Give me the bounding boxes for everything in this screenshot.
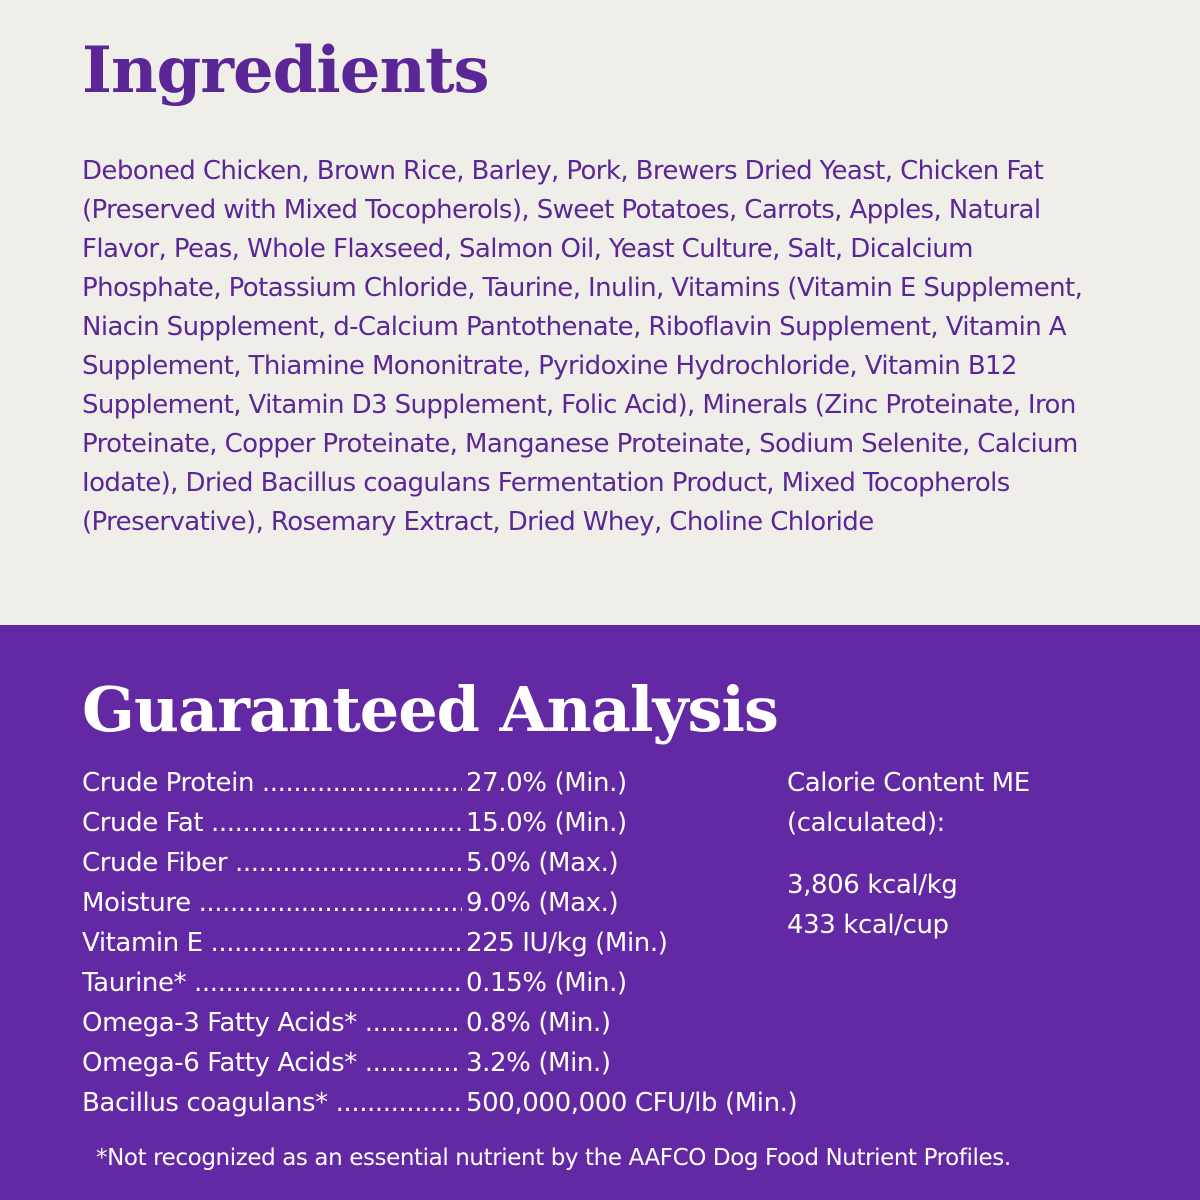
nutrient-table [82,763,797,1123]
nutrient-value: 0.8% (Min.) [466,1008,611,1038]
nutrient-value: 15.0% (Min.) [466,808,627,838]
nutrient-value: 0.15% (Min.) [466,968,627,998]
nutrient-name: Crude Fat ..... [82,803,462,843]
nutrient-value: 5.0% (Max.) [466,848,619,878]
aafco-footnote: *Not recognized as an essential nutrient by the AAFCO Dog Food Nutrient Profiles. [96,1145,1011,1171]
nutrient-row [82,1003,797,1043]
calorie-per-kg: 3,806 kcal/kg [787,870,958,900]
nutrient-row [82,763,797,803]
calorie-label-note: (calculated): [787,808,945,838]
nutrient-name: Omega-6 Fatty Acids* ..... [82,1043,462,1083]
nutrient-row [82,1043,797,1083]
nutrient-name: Taurine* ..... [82,963,462,1003]
analysis-body [82,763,1118,1123]
nutrient-value: 9.0% (Max.) [466,888,619,918]
nutrient-row [82,843,797,883]
nutrient-value: 225 IU/kg (Min.) [466,928,668,958]
nutrient-name: Moisture ..... [82,883,462,923]
guaranteed-analysis-panel [0,625,1200,1200]
calorie-values [787,865,1030,945]
nutrient-value: 27.0% (Min.) [466,768,627,798]
ingredients-title: Ingredients [82,33,489,108]
nutrient-row [82,803,797,843]
calorie-per-cup: 433 kcal/cup [787,910,949,940]
ingredients-list: Deboned Chicken, Brown Rice, Barley, Pork, Brewers Dried Yeast, Chicken Fat (Preserved with Mixed Tocopherols), Sweet Potatoes, Carrots, Apples, Natural Flavor, Peas, Whole Flaxseed, Salmon Oil, Yeast Culture, Salt, Dicalcium Phosphate, Potassium Chloride, Taurine, Inulin, Vitamins (Vitamin E Supplement, Niacin Supplement, d-Calcium Pantothenate, Riboflavin Supplement, Vitamin A Supplement, Thiamine Mononitrate, Pyridoxine Hydrochloride, Vitamin B12 Supplement, Vitamin D3 Supplement, Folic Acid), Minerals (Zinc Proteinate, Iron Proteinate, Copper Proteinate, Manganese Proteinate, Sodium Selenite, Calcium Iodate), Dried Bacillus coagulans Fermentation Product, Mixed Tocopherols (Preservative), Rosemary Extract, Dried Whey, Choline Chloride [82,156,1083,537]
nutrient-name: Bacillus coagulans* ..... [82,1083,462,1123]
nutrient-name: Crude Protein ..... [82,763,462,803]
analysis-title: Guaranteed Analysis [82,673,778,746]
nutrient-name: Crude Fiber ..... [82,843,462,883]
nutrient-row [82,963,797,1003]
calorie-content [787,763,1030,945]
calorie-label: Calorie Content ME [787,768,1030,798]
nutrient-value: 3.2% (Min.) [466,1048,611,1078]
nutrient-value: 500,000,000 CFU/lb (Min.) [466,1088,798,1118]
nutrient-name: Vitamin E ..... [82,923,462,963]
nutrient-row [82,923,797,963]
nutrient-row [82,883,797,923]
nutrient-row [82,1083,797,1123]
nutrient-name: Omega-3 Fatty Acids* ..... [82,1003,462,1043]
